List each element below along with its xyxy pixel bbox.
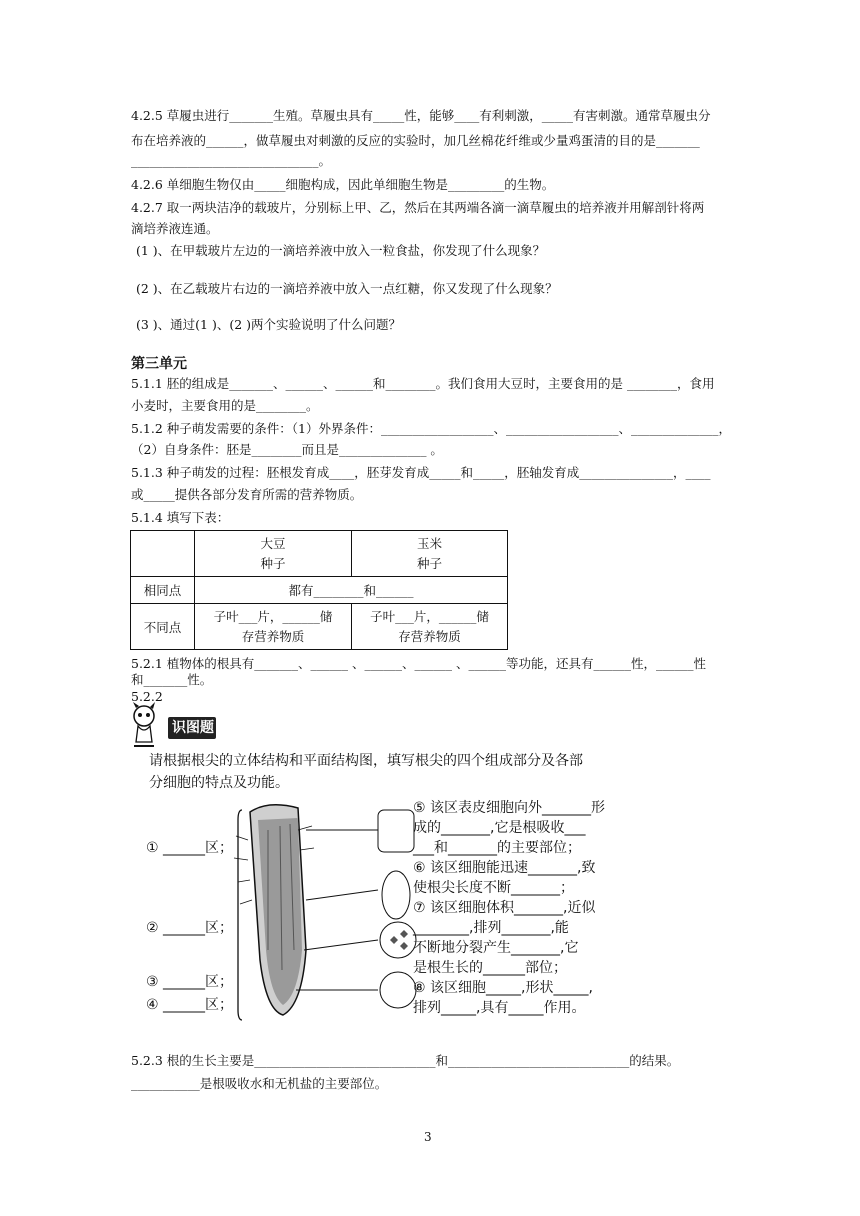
q523-line2: ___________是根吸收水和无机盐的主要部位。 xyxy=(131,1076,388,1091)
root-tip-drawing-icon xyxy=(228,800,418,1025)
diff-soybean-b: 存营养物质 xyxy=(241,628,305,644)
desc-line-2: 成的_______,它是根吸收___ xyxy=(413,820,586,836)
diff-corn-b: 存营养物质 xyxy=(398,628,461,644)
q427-sub2: (2 )、在乙载玻片右边的一滴培养液中放入一点红糖，你又发现了什么现象？ xyxy=(136,281,558,296)
row-same-value: 都有________和______ xyxy=(195,577,508,604)
figure-badge: 识图题 xyxy=(172,720,214,736)
zone-label-1: ① ______区； xyxy=(146,840,234,856)
desc-line-4: ⑥ 该区细胞能迅速_______,致 xyxy=(413,860,596,876)
q511-line1: 5.1.1 胚的组成是_______、______、______和________。我们食用大豆时，主要食用的是 ________，食用 xyxy=(131,376,715,391)
q511-line2: 小麦时，主要食用的是________。 xyxy=(131,398,319,413)
q425-line2: 布在培养液的______，做草履虫对刺激的反应的实验时，加几丝棉花纤维或少量鸡蛋清的目的是_______ xyxy=(131,133,700,148)
q512-line2: （2）自身条件：胚是________而且是______________ 。 xyxy=(131,442,443,457)
table-head-soybean-a: 大豆 xyxy=(260,535,286,551)
mascot-icon xyxy=(128,702,162,748)
zone-label-2: ② ______区； xyxy=(146,920,234,936)
row-diff-label: 不同点 xyxy=(131,604,195,650)
q427-sub1: (1 )、在甲载玻片左边的一滴培养液中放入一粒食盐，你发现了什么现象？ xyxy=(136,243,546,258)
unit-heading: 第三单元 xyxy=(131,356,187,372)
table-corner xyxy=(131,531,195,577)
zone-label-4: ④ ______区； xyxy=(146,997,234,1013)
zone-label-3: ③ ______区； xyxy=(146,974,234,990)
q425-line3: ______________________________。 xyxy=(131,153,332,168)
diff-corn-a: 子叶___片，______储 xyxy=(370,608,489,624)
table-head-soybean-b: 种子 xyxy=(260,555,286,571)
q522-label: 5.2.2 xyxy=(131,689,163,704)
table-head-corn-a: 玉米 xyxy=(416,535,442,551)
desc-line-5: 使根尖长度不断_______； xyxy=(413,880,574,896)
q426: 4.2.6 单细胞生物仅由_____细胞构成，因此单细胞生物是_________的生物。 xyxy=(131,177,555,192)
seed-table xyxy=(130,530,508,650)
desc-line-8: 不断地分裂产生_______,它 xyxy=(413,940,579,956)
q512-line1: 5.1.2 种子萌发需要的条件：（1）外界条件：__________________、__________________、______________， xyxy=(131,421,731,436)
q521-line2: 和_______性。 xyxy=(131,672,213,687)
desc-line-6: ⑦ 该区细胞体积_______,近似 xyxy=(413,900,596,916)
desc-line-11: 排列_____,具有_____作用。 xyxy=(413,1000,586,1016)
q427-sub3: (3 )、通过(1 )、(2 )两个实验说明了什么问题？ xyxy=(136,317,402,332)
q425-line1: 4.2.5 草履虫进行_______生殖。草履虫具有_____性，能够____有利刺激，_____有害刺激。通常草履虫分 xyxy=(131,108,711,123)
q523-line1: 5.2.3 根的生长主要是_____________________________和_____________________________的结果。 xyxy=(131,1053,680,1068)
q513-line1: 5.1.3 种子萌发的过程：胚根发育成____，胚芽发育成_____和_____，胚轴发育成_______________，____ xyxy=(131,465,711,480)
q427-line1: 4.2.7 取一两块洁净的载玻片，分别标上甲、乙，然后在其两端各滴一滴草履虫的培养液并用解剖针将两 xyxy=(131,200,705,215)
page-number: 3 xyxy=(424,1130,432,1144)
desc-line-1: ⑤ 该区表皮细胞向外_______形 xyxy=(413,800,606,816)
q513-line2: 或_____提供各部分发育所需的营养物质。 xyxy=(131,487,363,502)
q514: 5.1.4 填写下表： xyxy=(131,510,230,525)
row-same-label: 相同点 xyxy=(131,577,195,604)
desc-line-3: ___和_______的主要部位； xyxy=(413,840,581,856)
diff-soybean-a: 子叶___片，______储 xyxy=(213,608,333,624)
desc-line-10: ⑧ 该区细胞_____,形状_____, xyxy=(413,980,593,996)
figure-instruction-2: 分细胞的特点及功能。 xyxy=(149,775,289,791)
diff-corn xyxy=(352,604,508,650)
root-tip-figure xyxy=(128,700,618,1030)
figure-instruction-1: 请根据根尖的立体结构和平面结构图，填写根尖的四个组成部分及各部 xyxy=(149,753,583,769)
q521-line1: 5.2.1 植物体的根具有_______、______ 、______、______ 、______等功能，还具有______性，______性 xyxy=(131,656,706,671)
table-head-soybean xyxy=(195,531,352,577)
table-head-corn xyxy=(352,531,508,577)
table-head-corn-b: 种子 xyxy=(416,555,442,571)
desc-line-7: ________,排列_______,能 xyxy=(413,920,569,936)
desc-line-9: 是根生长的______部位； xyxy=(413,960,567,976)
q427-line2: 滴培养液连通。 xyxy=(131,221,219,236)
diff-soybean xyxy=(195,604,352,650)
